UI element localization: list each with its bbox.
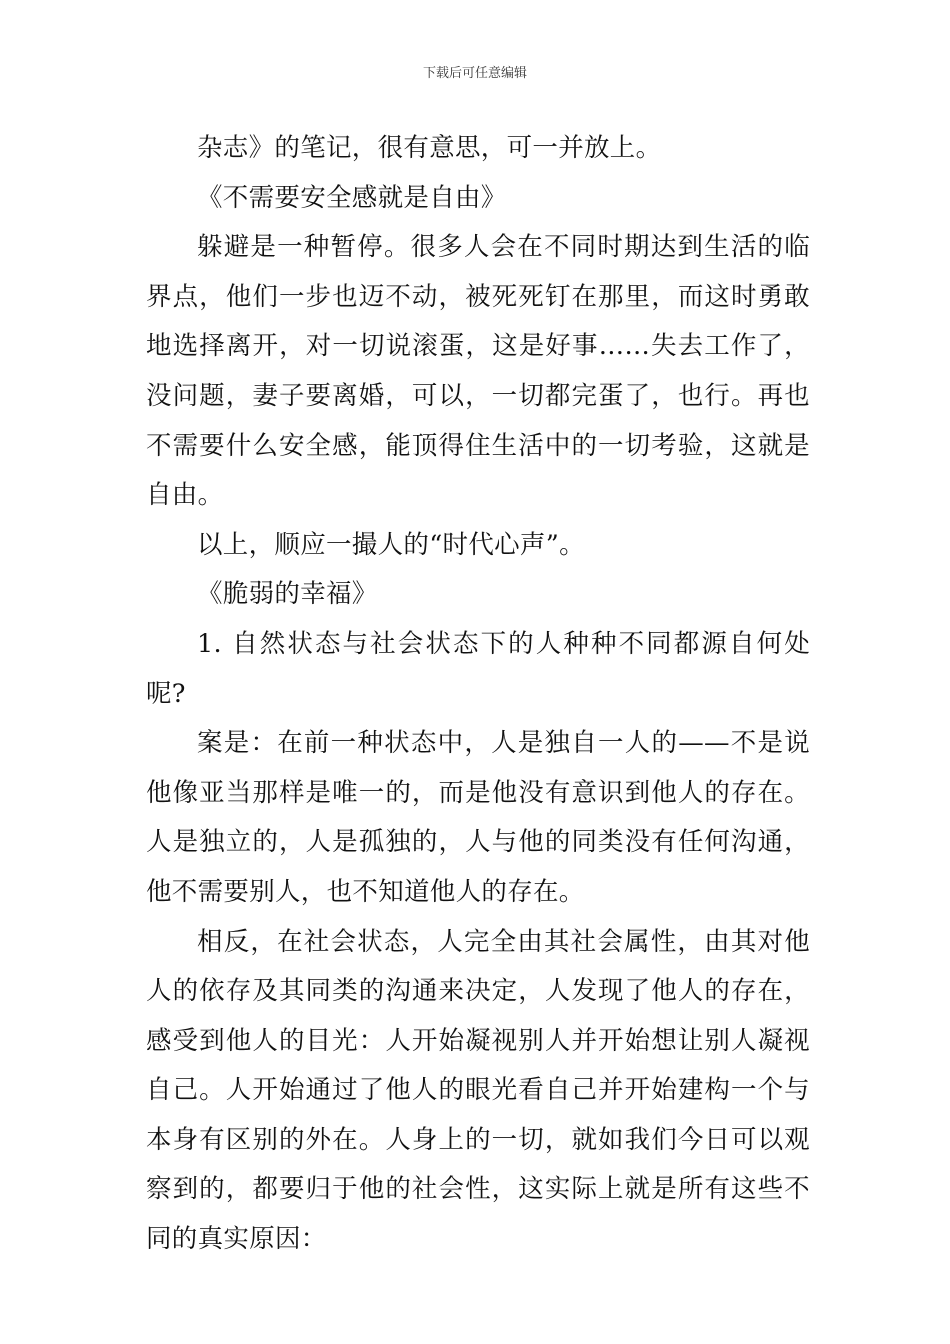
paragraph-7: 案是：在前一种状态中，人是独自一人的——不是说他像亚当那样是唯一的，而是他没有意识到他人的存在。人是独立的，人是孤独的，人与他的同类没有任何沟通，他不需要别人，也不知道他人的存在。 bbox=[146, 728, 810, 907]
paragraph-8: 相反，在社会状态，人完全由其社会属性，由其对他人的依存及其同类的沟通来决定，人发现了他人的存在，感受到他人的目光：人开始凝视别人并开始想让别人凝视自己。人开始通过了他人的眼光看自己并开始建构一个与本身有区别的外在。人身上的一切，就如我们今日可以观察到的，都要归于他的社会性，这实际上就是所有这些不同的真实原因： bbox=[146, 926, 810, 1255]
document-body bbox=[146, 124, 810, 1265]
paragraph-5-title: 《脆弱的幸福》 bbox=[197, 579, 378, 610]
paragraph-6-question: 1. 自然状态与社会状态下的人种种不同都源自何处呢? bbox=[146, 628, 810, 709]
paragraph-4: 以上，顺应一撮人的“时代心声”。 bbox=[197, 529, 585, 560]
paragraph-3: 躲避是一种暂停。很多人会在不同时期达到生活的临界点，他们一步也迈不动，被死死钉在那里，而这时勇敢地选择离开，对一切说滚蛋，这是好事……失去工作了，没问题，妻子要离婚，可以，一切都完蛋了，也行。再也不需要什么安全感，能顶得住生活中的一切考验，这就是自由。 bbox=[146, 232, 810, 511]
page-header: 下载后可任意编辑 bbox=[422, 66, 527, 81]
paragraph-1: 杂志》的笔记，很有意思，可一并放上。 bbox=[197, 133, 662, 163]
paragraph-2-title: 《不需要安全感就是自由》 bbox=[197, 182, 507, 213]
